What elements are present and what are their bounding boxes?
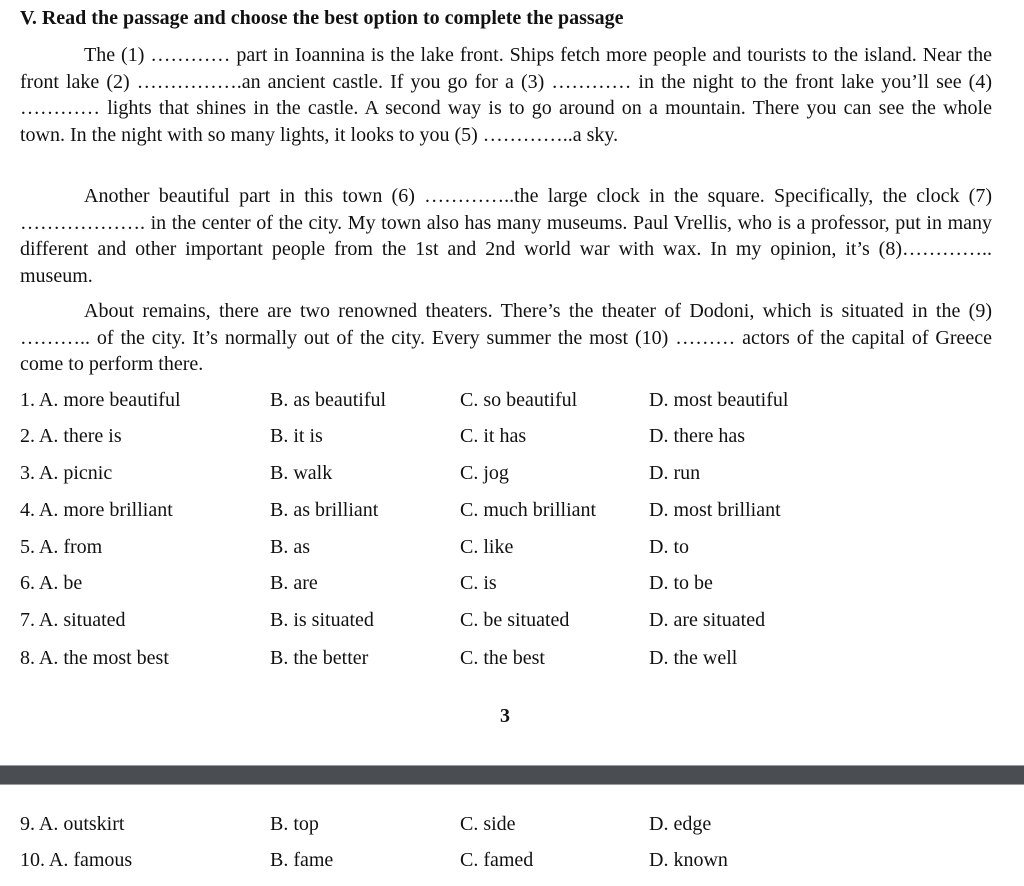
option-a: 8. A. the most best bbox=[20, 647, 169, 669]
option-a: 4. A. more brilliant bbox=[20, 499, 173, 521]
option-c: C. much brilliant bbox=[460, 499, 597, 521]
option-b: B. top bbox=[270, 813, 319, 835]
page-separator bbox=[0, 765, 1024, 785]
option-a: 1. A. more beautiful bbox=[20, 389, 181, 411]
option-c: C. be situated bbox=[460, 609, 570, 631]
option-c: C. jog bbox=[460, 462, 509, 484]
option-c: C. famed bbox=[460, 849, 534, 871]
page-number: 3 bbox=[500, 705, 510, 727]
question-row-9 bbox=[20, 811, 1010, 837]
option-b: B. are bbox=[270, 572, 318, 594]
option-c: C. is bbox=[460, 572, 497, 594]
option-b: B. it is bbox=[270, 425, 323, 447]
option-a: 3. A. picnic bbox=[20, 462, 113, 484]
option-a: 9. A. outskirt bbox=[20, 813, 125, 835]
option-b: B. as brilliant bbox=[270, 499, 379, 521]
option-a: 5. A. from bbox=[20, 536, 103, 558]
option-c: C. it has bbox=[460, 425, 527, 447]
question-row-5 bbox=[20, 534, 1010, 560]
option-b: B. is situated bbox=[270, 609, 374, 631]
question-row-1 bbox=[20, 387, 1010, 413]
question-row-10 bbox=[20, 847, 1010, 873]
paragraph-1-text: The (1) ………… part in Ioannina is the lake front. Ships fetch more people and tourists to the island. Near the front lake (2) …………….an ancient castle. If you go for a (3) ………… in the night to the front lake you’ll see (4) ………… lights that shines in the castle. A second way is to go around on a mountain. There you can see the whole town. In the night with so many lights, it looks to you (5) …………..a sky. bbox=[20, 44, 992, 146]
question-row-8 bbox=[20, 645, 1010, 671]
question-row-4 bbox=[20, 497, 1010, 523]
option-c: C. the best bbox=[460, 647, 545, 669]
option-a: 7. A. situated bbox=[20, 609, 126, 631]
option-a: 10. A. famous bbox=[20, 849, 133, 871]
passage-paragraph-1 bbox=[20, 42, 992, 148]
option-d: D. most beautiful bbox=[649, 389, 789, 411]
option-a: 6. A. be bbox=[20, 572, 83, 594]
option-d: D. are situated bbox=[649, 609, 766, 631]
option-b: B. as beautiful bbox=[270, 389, 387, 411]
option-b: B. walk bbox=[270, 462, 333, 484]
option-d: D. run bbox=[649, 462, 701, 484]
option-b: B. the better bbox=[270, 647, 369, 669]
option-c: C. so beautiful bbox=[460, 389, 578, 411]
passage-paragraph-2 bbox=[20, 183, 992, 289]
option-d: D. known bbox=[649, 849, 728, 871]
passage-paragraph-3 bbox=[20, 298, 992, 378]
option-d: D. the well bbox=[649, 647, 738, 669]
option-d: D. there has bbox=[649, 425, 746, 447]
paragraph-2-text: Another beautiful part in this town (6) …………..the large clock in the square. Specifically, the clock (7) ………………. in the center of the city. My town also has many museums. Paul Vrellis, who is a professor, put in many different and other important people from the 1st and 2nd world war with wax. In my opinion, it’s (8)………….. museum. bbox=[20, 185, 992, 287]
option-b: B. as bbox=[270, 536, 310, 558]
question-row-3 bbox=[20, 460, 1010, 486]
question-row-7 bbox=[20, 607, 1010, 633]
exercise-heading: V. Read the passage and choose the best option to complete the passage bbox=[20, 7, 624, 29]
option-d: D. to be bbox=[649, 572, 713, 594]
option-c: C. like bbox=[460, 536, 514, 558]
paragraph-3-text: About remains, there are two renowned theaters. There’s the theater of Dodoni, which is situated in the (9) ……….. of the city. It’s normally out of the city. Every summer the most (10) ……… actors of the capital of Greece come to perform there. bbox=[20, 300, 992, 375]
document-page-bottom bbox=[0, 785, 1024, 886]
option-d: D. most brilliant bbox=[649, 499, 781, 521]
option-a: 2. A. there is bbox=[20, 425, 122, 447]
option-b: B. fame bbox=[270, 849, 334, 871]
option-d: D. to bbox=[649, 536, 689, 558]
option-c: C. side bbox=[460, 813, 516, 835]
question-row-6 bbox=[20, 570, 1010, 596]
question-row-2 bbox=[20, 423, 1010, 449]
option-d: D. edge bbox=[649, 813, 712, 835]
